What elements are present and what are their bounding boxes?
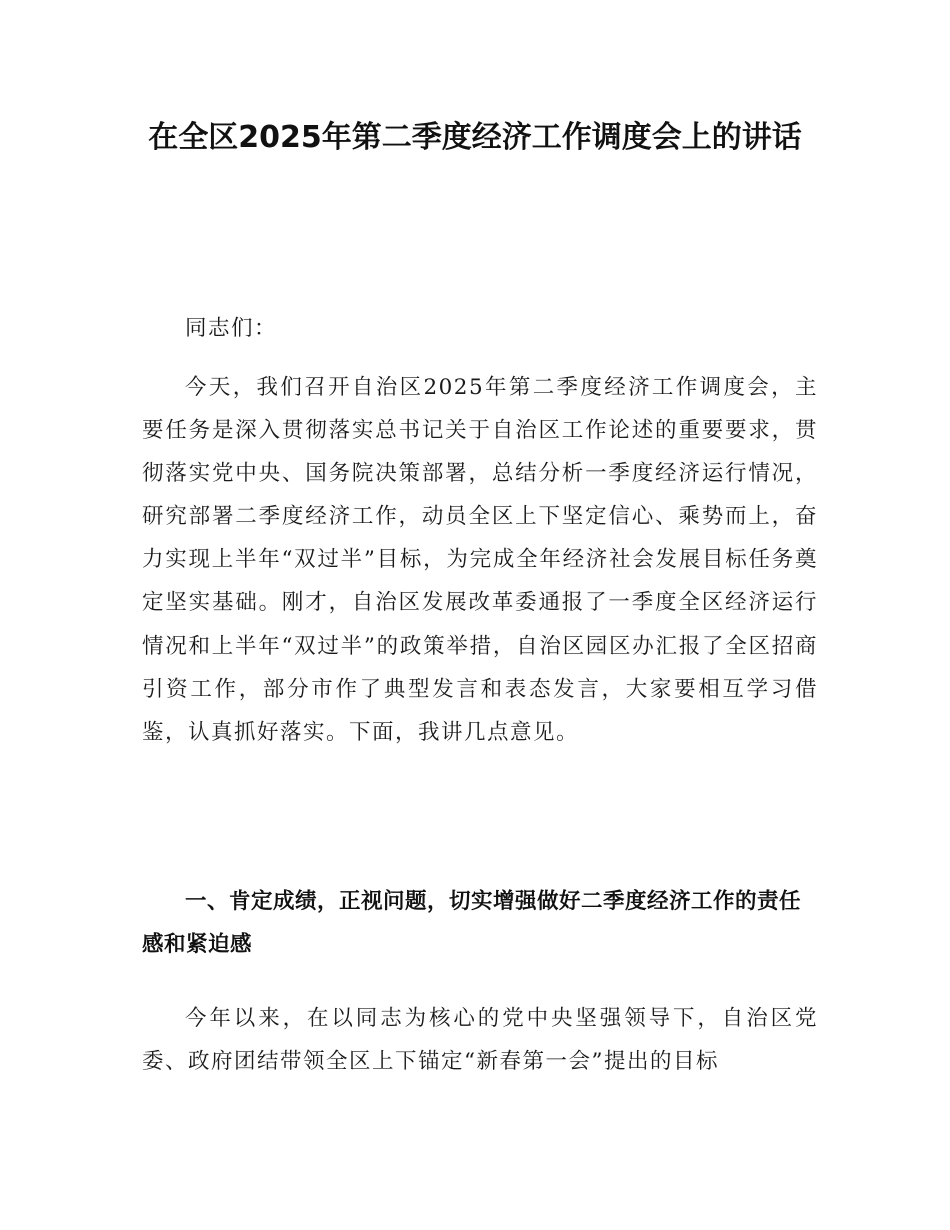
document-title: 在全区2025年第二季度经济工作调度会上的讲话 [148,120,802,155]
paragraph-opening: 今天，我们召开自治区2025年第二季度经济工作调度会，主要任务是深入贯彻落实总书记关于自治区工作论述的重要要求，贯彻落实党中央、国务院决策部署，总结分析一季度经济运行情况，研究部署二季度经济工作，动员全区上下坚定信心、乘势而上，奋力实现上半年“双过半”目标，为完成全年经济社会发展目标任务奠定坚实基础。刚才，自治区发展改革委通报了一季度全区经济运行情况和上半年“双过半”的政策举措，自治区园区办汇报了全区招商引资工作，部分市作了典型发言和表态发言，大家要相互学习借鉴，认真抓好落实。下面，我讲几点意见。 [142,375,818,745]
paragraph-section-1: 今年以来，在以同志为核心的党中央坚强领导下，自治区党委、政府团结带领全区上下锚定“新春第一会”提出的目标 [142,1006,818,1075]
section-heading-1: 一、肯定成绩，正视问题，切实增强做好二季度经济工作的责任感和紧迫感 [142,889,802,958]
greeting-line: 同志们： [185,316,278,341]
